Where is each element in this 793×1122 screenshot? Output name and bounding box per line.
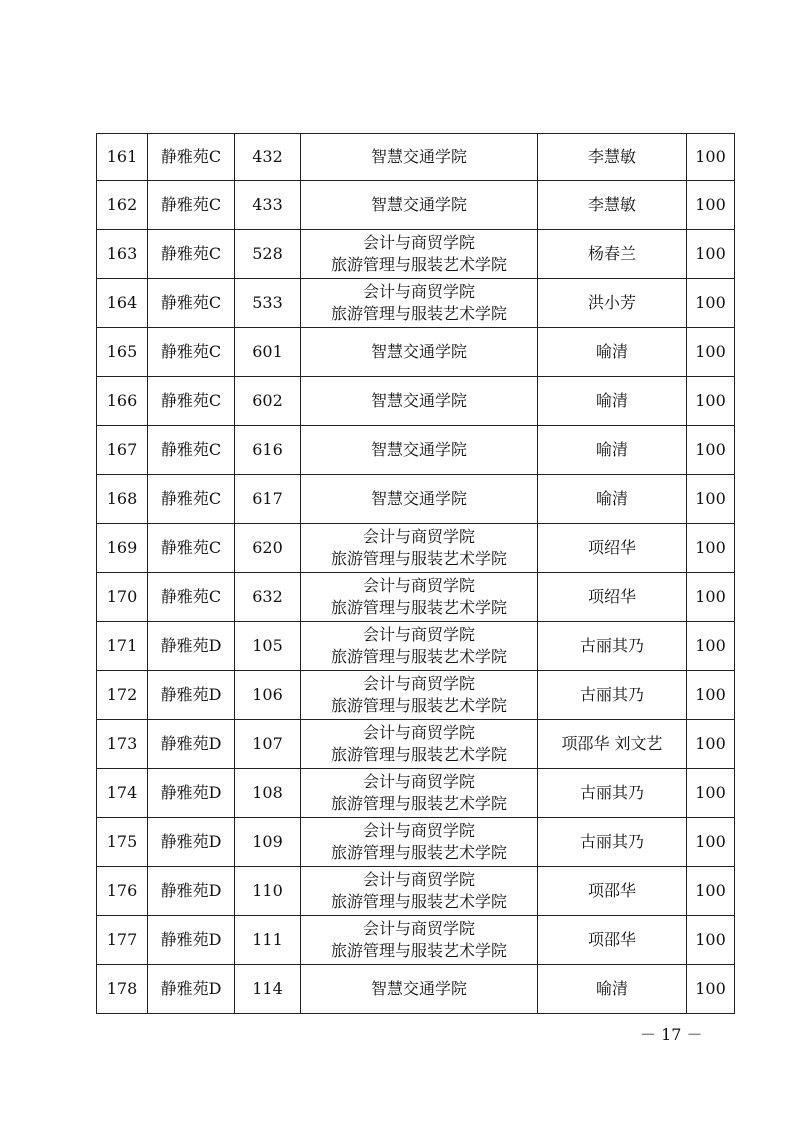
room-cell: 105: [235, 622, 301, 671]
building-cell: 静雅苑C: [148, 377, 235, 426]
row-number-cell: 171: [97, 622, 148, 671]
college-name: 会计与商贸学院: [362, 576, 475, 595]
row-number-cell: 165: [97, 328, 148, 377]
teacher-cell: 洪小芳: [538, 279, 687, 328]
building-cell: 静雅苑C: [148, 279, 235, 328]
college-cell: [301, 377, 538, 426]
teacher-cell: 项邵华: [538, 916, 687, 965]
teacher-cell: 李慧敏: [538, 134, 687, 181]
room-cell: 114: [235, 965, 301, 1014]
teacher-cell: 喻清: [538, 475, 687, 524]
table-row: [97, 916, 735, 965]
building-cell: 静雅苑D: [148, 720, 235, 769]
college-cell: [301, 720, 538, 769]
score-cell: 100: [687, 279, 735, 328]
row-number-cell: 166: [97, 377, 148, 426]
room-cell: 111: [235, 916, 301, 965]
building-cell: 静雅苑C: [148, 134, 235, 181]
college-name: 智慧交通学院: [370, 489, 467, 508]
room-cell: 432: [235, 134, 301, 181]
score-cell: 100: [687, 916, 735, 965]
college-cell: [301, 328, 538, 377]
room-cell: 107: [235, 720, 301, 769]
room-cell: 109: [235, 818, 301, 867]
score-cell: 100: [687, 524, 735, 573]
score-cell: 100: [687, 573, 735, 622]
dormitory-table: [96, 133, 735, 1014]
teacher-cell: 李慧敏: [538, 181, 687, 230]
college-name: 旅游管理与服装艺术学院: [330, 598, 507, 617]
college-name: 会计与商贸学院: [362, 723, 475, 742]
building-cell: 静雅苑C: [148, 426, 235, 475]
teacher-cell: 喻清: [538, 377, 687, 426]
row-number-cell: 169: [97, 524, 148, 573]
college-name: 会计与商贸学院: [362, 674, 475, 693]
college-cell: [301, 965, 538, 1014]
teacher-cell: 喻清: [538, 965, 687, 1014]
college-name: 智慧交通学院: [370, 979, 467, 998]
college-name: 旅游管理与服装艺术学院: [330, 745, 507, 764]
teacher-cell: 喻清: [538, 426, 687, 475]
table-row: [97, 867, 735, 916]
college-cell: [301, 573, 538, 622]
college-name: 旅游管理与服装艺术学院: [330, 794, 507, 813]
row-number-cell: 162: [97, 181, 148, 230]
college-name: 旅游管理与服装艺术学院: [330, 941, 507, 960]
building-cell: 静雅苑D: [148, 867, 235, 916]
table-body: [97, 134, 735, 1014]
table-row: [97, 573, 735, 622]
room-cell: 632: [235, 573, 301, 622]
table-row: [97, 622, 735, 671]
teacher-cell: 古丽其乃: [538, 818, 687, 867]
score-cell: 100: [687, 181, 735, 230]
table-row: [97, 279, 735, 328]
row-number-cell: 176: [97, 867, 148, 916]
room-cell: 617: [235, 475, 301, 524]
table-row: [97, 671, 735, 720]
score-cell: 100: [687, 818, 735, 867]
row-number-cell: 170: [97, 573, 148, 622]
score-cell: 100: [687, 377, 735, 426]
row-number-cell: 172: [97, 671, 148, 720]
score-cell: 100: [687, 230, 735, 279]
college-cell: [301, 916, 538, 965]
row-number-cell: 175: [97, 818, 148, 867]
row-number-cell: 174: [97, 769, 148, 818]
room-cell: 620: [235, 524, 301, 573]
teacher-cell: 项绍华: [538, 524, 687, 573]
college-name: 旅游管理与服装艺术学院: [330, 647, 507, 666]
room-cell: 106: [235, 671, 301, 720]
college-name: 旅游管理与服装艺术学院: [330, 549, 507, 568]
college-name: 旅游管理与服装艺术学院: [330, 304, 507, 323]
building-cell: 静雅苑C: [148, 475, 235, 524]
score-cell: 100: [687, 867, 735, 916]
room-cell: 108: [235, 769, 301, 818]
table-row: [97, 426, 735, 475]
building-cell: 静雅苑C: [148, 328, 235, 377]
page-number: － 17 －: [640, 1025, 703, 1044]
college-cell: [301, 426, 538, 475]
college-cell: [301, 279, 538, 328]
college-name: 智慧交通学院: [370, 440, 467, 459]
table-row: [97, 524, 735, 573]
college-name: 智慧交通学院: [370, 391, 467, 410]
score-cell: 100: [687, 965, 735, 1014]
college-name: 旅游管理与服装艺术学院: [330, 843, 507, 862]
score-cell: 100: [687, 328, 735, 377]
teacher-cell: 项邵华: [538, 867, 687, 916]
building-cell: 静雅苑D: [148, 916, 235, 965]
college-name: 会计与商贸学院: [362, 625, 475, 644]
college-cell: [301, 671, 538, 720]
score-cell: 100: [687, 769, 735, 818]
college-cell: [301, 230, 538, 279]
table-row: [97, 965, 735, 1014]
building-cell: 静雅苑D: [148, 622, 235, 671]
row-number-cell: 167: [97, 426, 148, 475]
college-cell: [301, 818, 538, 867]
score-cell: 100: [687, 622, 735, 671]
college-cell: [301, 524, 538, 573]
building-cell: 静雅苑C: [148, 573, 235, 622]
score-cell: 100: [687, 426, 735, 475]
room-cell: 602: [235, 377, 301, 426]
college-name: 智慧交通学院: [370, 342, 467, 361]
college-name: 会计与商贸学院: [362, 870, 475, 889]
college-cell: [301, 134, 538, 181]
room-cell: 433: [235, 181, 301, 230]
college-cell: [301, 769, 538, 818]
row-number-cell: 164: [97, 279, 148, 328]
building-cell: 静雅苑D: [148, 769, 235, 818]
college-name: 旅游管理与服装艺术学院: [330, 892, 507, 911]
table-row: [97, 720, 735, 769]
room-cell: 616: [235, 426, 301, 475]
college-name: 会计与商贸学院: [362, 772, 475, 791]
table-row: [97, 769, 735, 818]
college-cell: [301, 181, 538, 230]
college-cell: [301, 622, 538, 671]
score-cell: 100: [687, 134, 735, 181]
room-cell: 601: [235, 328, 301, 377]
teacher-cell: 喻清: [538, 328, 687, 377]
row-number-cell: 168: [97, 475, 148, 524]
college-name: 智慧交通学院: [370, 195, 467, 214]
teacher-cell: 项邵华 刘文艺: [538, 720, 687, 769]
teacher-cell: 项绍华: [538, 573, 687, 622]
building-cell: 静雅苑C: [148, 230, 235, 279]
room-cell: 110: [235, 867, 301, 916]
college-name: 会计与商贸学院: [362, 282, 475, 301]
college-name: 会计与商贸学院: [362, 233, 475, 252]
teacher-cell: 古丽其乃: [538, 671, 687, 720]
building-cell: 静雅苑D: [148, 671, 235, 720]
row-number-cell: 161: [97, 134, 148, 181]
teacher-cell: 古丽其乃: [538, 769, 687, 818]
row-number-cell: 173: [97, 720, 148, 769]
score-cell: 100: [687, 671, 735, 720]
college-name: 旅游管理与服装艺术学院: [330, 696, 507, 715]
building-cell: 静雅苑D: [148, 818, 235, 867]
table-row: [97, 181, 735, 230]
table-row: [97, 328, 735, 377]
college-name: 旅游管理与服装艺术学院: [330, 255, 507, 274]
building-cell: 静雅苑C: [148, 524, 235, 573]
room-cell: 533: [235, 279, 301, 328]
score-cell: 100: [687, 720, 735, 769]
table-row: [97, 818, 735, 867]
teacher-cell: 杨春兰: [538, 230, 687, 279]
college-cell: [301, 475, 538, 524]
table-row: [97, 475, 735, 524]
row-number-cell: 177: [97, 916, 148, 965]
college-cell: [301, 867, 538, 916]
room-cell: 528: [235, 230, 301, 279]
college-name: 智慧交通学院: [370, 147, 467, 166]
table-row: [97, 377, 735, 426]
building-cell: 静雅苑D: [148, 965, 235, 1014]
table-row: [97, 134, 735, 181]
score-cell: 100: [687, 475, 735, 524]
table-row: [97, 230, 735, 279]
college-name: 会计与商贸学院: [362, 919, 475, 938]
row-number-cell: 163: [97, 230, 148, 279]
building-cell: 静雅苑C: [148, 181, 235, 230]
row-number-cell: 178: [97, 965, 148, 1014]
college-name: 会计与商贸学院: [362, 821, 475, 840]
teacher-cell: 古丽其乃: [538, 622, 687, 671]
college-name: 会计与商贸学院: [362, 527, 475, 546]
